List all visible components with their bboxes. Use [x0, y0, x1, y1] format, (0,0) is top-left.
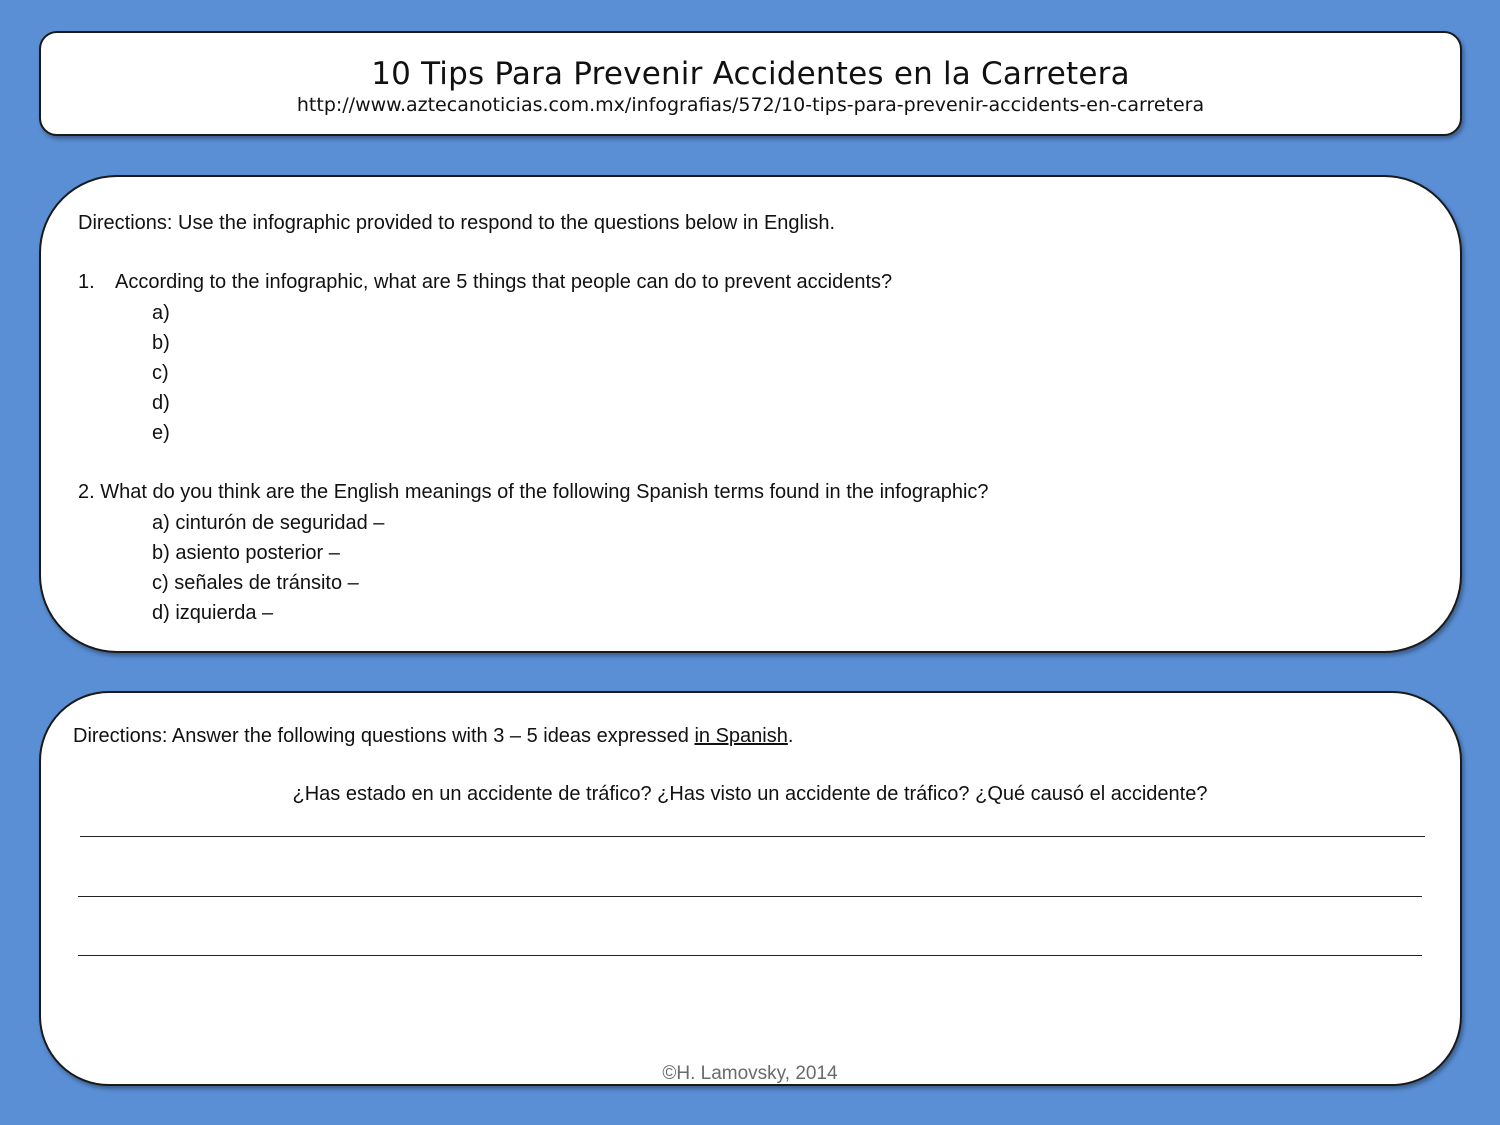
directions-spanish [73, 724, 793, 748]
page-title: 10 Tips Para Prevenir Accidentes en la Carretera [371, 56, 1130, 92]
question-1-item-e: e) [152, 422, 170, 444]
question-1-text: According to the infographic, what are 5 things that people can do to prevent accidents? [115, 271, 893, 293]
question-1-item-d: d) [152, 392, 170, 414]
answer-line-1 [80, 836, 1425, 837]
question-2-item-d: d) izquierda – [152, 602, 274, 624]
question-1-item-a: a) [152, 302, 170, 324]
question-1-item-c: c) [152, 362, 169, 384]
directions-english: Directions: Use the infographic provided to respond to the questions below in English. [78, 212, 836, 234]
copyright-notice: ©H. Lamovsky, 2014 [662, 1063, 838, 1084]
question-2-item-b: b) asiento posterior – [152, 542, 340, 564]
title-banner [39, 31, 1462, 136]
spanish-response-panel [39, 691, 1462, 1086]
answer-line-3 [78, 955, 1422, 956]
question-2-item-a: a) cinturón de seguridad – [152, 512, 385, 534]
directions-spanish-suffix: . [787, 725, 794, 747]
directions-spanish-prefix: Directions: Answer the following questions with 3 – 5 ideas expressed [73, 725, 695, 747]
question-2-text: 2. What do you think are the English meanings of the following Spanish terms found in the infographic? [78, 481, 989, 503]
source-url: http://www.aztecanoticias.com.mx/infografias/572/10-tips-para-prevenir-accidents-en-carretera [296, 94, 1205, 116]
spanish-questions: ¿Has estado en un accidente de tráfico? ¿Has visto un accidente de tráfico? ¿Qué causó el accidente? [292, 783, 1208, 805]
question-1-item-b: b) [152, 332, 170, 354]
question-1-number: 1. [78, 271, 95, 293]
directions-spanish-emphasis: in Spanish [694, 725, 788, 747]
question-2-item-c: c) señales de tránsito – [152, 572, 359, 594]
answer-line-2 [78, 896, 1422, 897]
